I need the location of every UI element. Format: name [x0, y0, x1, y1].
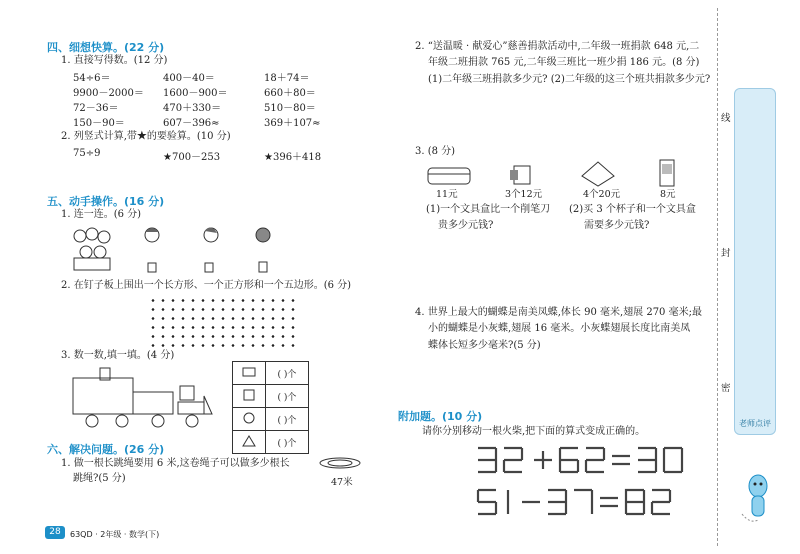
matchstick-equals [600, 498, 618, 506]
circle-icon [243, 412, 255, 424]
matchstick-digit [652, 490, 670, 514]
calc-item: 150－90＝ [73, 118, 125, 129]
calc-item: 607－396≈ [163, 118, 220, 129]
calc-item: 660＋80＝ [264, 88, 316, 99]
sec6-q1-line2: 跳绳?(5 分) [73, 473, 126, 484]
pencil-case-icon [428, 168, 470, 184]
rope-length-label: 47米 [331, 477, 353, 488]
count-cell[interactable]: ( )个 [266, 385, 309, 408]
footer-code: 63QD · 2年级 · 数学(下) [70, 530, 160, 539]
bonus-title: 附加题。(10 分) [398, 410, 483, 423]
section-6-title: 六、解决问题。(26 分) [47, 443, 165, 456]
teacher-comment-label: 老师点评 [739, 419, 771, 428]
mascot-icon [738, 470, 776, 526]
sec6-q1-line1: 1. 做一根长跳绳要用 6 米,这卷绳子可以做多少根长 [61, 458, 290, 469]
triangle-icon [242, 435, 256, 447]
binding-mark: 封 [721, 248, 731, 259]
sec5-q1-prompt: 1. 连一连。(6 分) [61, 209, 142, 220]
r-q3-sub1-line2: 贵多少元钱? [438, 220, 494, 231]
sharpener-icon [510, 166, 530, 184]
matchstick-equations[interactable] [474, 442, 710, 528]
calc-item: 470＋330＝ [163, 103, 222, 114]
jump-rope-icon [318, 455, 362, 471]
calc-item: 9900－2000＝ [73, 88, 144, 99]
stationery-figures [424, 156, 684, 192]
binding-mark: 线 [721, 113, 731, 124]
calc-item: 1600－900＝ [163, 88, 228, 99]
count-cell[interactable]: ( )个 [266, 431, 309, 454]
children-group-icon [74, 228, 110, 270]
square-icon [243, 389, 255, 401]
cup-icon [660, 160, 674, 186]
matchstick-digit [560, 448, 578, 472]
shape-train-figure [70, 366, 220, 430]
matchstick-digit [638, 448, 656, 472]
sec4-q1-prompt: 1. 直接写得数。(12 分) [61, 55, 168, 66]
matchstick-plus [534, 451, 552, 469]
r-q4-line1: 4. 世界上最大的蝴蝶是南美凤蝶,体长 90 毫米,翅展 270 毫米;最 [415, 307, 702, 318]
matchstick-digit [504, 448, 522, 472]
r-q4-line3: 蝶体长短多少毫米?(5 分) [428, 340, 541, 351]
r-q4-line2: 小的蝴蝶是小灰蝶,翅展 16 毫米。小灰蝶翅展长度比南美凤 [428, 323, 691, 334]
count-table [232, 361, 309, 454]
calc-item: 400－40＝ [163, 73, 215, 84]
section-4-title: 四、细想快算。(22 分) [47, 41, 165, 54]
r-q3-sub1-line1: (1)一个文具盒比一个削笔刀 [426, 204, 551, 215]
count-cell[interactable]: ( )个 [266, 408, 309, 431]
head-front-icon [145, 228, 159, 242]
r-q2-line1: 2. “送温暖 · 献爱心”慈善捐款活动中,二年级一班捐款 648 元,二 [415, 41, 700, 52]
rectangle-icon [242, 367, 256, 377]
r-q2-subquestions: (1)二年级三班捐款多少元? (2)二年级的这三个班共捐款多少元? [428, 74, 711, 85]
sec5-q2-prompt: 2. 在钉子板上围出一个长方形、一个正方形和一个五边形。(6 分) [61, 280, 352, 291]
head-back-icon [256, 228, 270, 242]
calc-item: 510－80＝ [264, 103, 316, 114]
count-cell[interactable]: ( )个 [266, 362, 309, 385]
binding-line [717, 8, 718, 546]
sec4-q2-prompt: 2. 列竖式计算,带★的要验算。(10 分) [61, 131, 231, 142]
section-5-title: 五、动手操作。(16 分) [47, 195, 165, 208]
head-side-icon [204, 227, 218, 242]
price-pencil-case: 11元 [436, 189, 458, 200]
r-q2-line2: 年级二班捐款 765 元,二年级三班比一班少捐 186 元。(8 分) [428, 57, 700, 68]
vertical-calc-item: ★700－253 [163, 152, 221, 163]
vertical-calc-item: 75÷9 [73, 148, 101, 159]
calc-item: 72－36＝ [73, 103, 119, 114]
matchstick-digit [574, 490, 592, 514]
matchstick-digit [664, 448, 682, 472]
bonus-instruction: 请你分别移动一根火柴,把下面的算式变成正确的。 [422, 426, 646, 437]
vertical-calc-item: ★396＋418 [264, 152, 322, 163]
cup-icon [205, 263, 213, 272]
cup-icon [148, 263, 156, 272]
r-q3-title: 3. (8 分) [415, 146, 456, 157]
teacher-comment-panel[interactable] [734, 88, 776, 435]
r-q3-sub2-line1: (2)买 3 个杯子和一个文具盒 [569, 204, 696, 215]
matchstick-digit [548, 490, 566, 514]
eraser-icon [582, 162, 614, 186]
binding-mark: 密 [721, 383, 731, 394]
sec5-q3-prompt: 3. 数一数,填一填。(4 分) [61, 350, 175, 361]
r-q3-sub2-line2: 需要多少元钱? [584, 220, 650, 231]
page-number: 28 [45, 526, 65, 539]
connect-figures [70, 222, 290, 274]
matchstick-equals [612, 456, 630, 464]
calc-item: 54÷6＝ [73, 73, 111, 84]
calc-item: 369＋107≈ [264, 118, 321, 129]
matchstick-digit [478, 448, 496, 472]
price-sharpener: 3个12元 [505, 189, 543, 200]
pegboard-grid[interactable] [148, 296, 300, 350]
matchstick-digit [478, 490, 496, 514]
cup-icon [259, 262, 267, 272]
price-cup: 8元 [660, 189, 676, 200]
matchstick-digit [586, 448, 604, 472]
calc-item: 18＋74＝ [264, 73, 310, 84]
price-eraser: 4个20元 [583, 189, 621, 200]
matchstick-digit [626, 490, 644, 514]
